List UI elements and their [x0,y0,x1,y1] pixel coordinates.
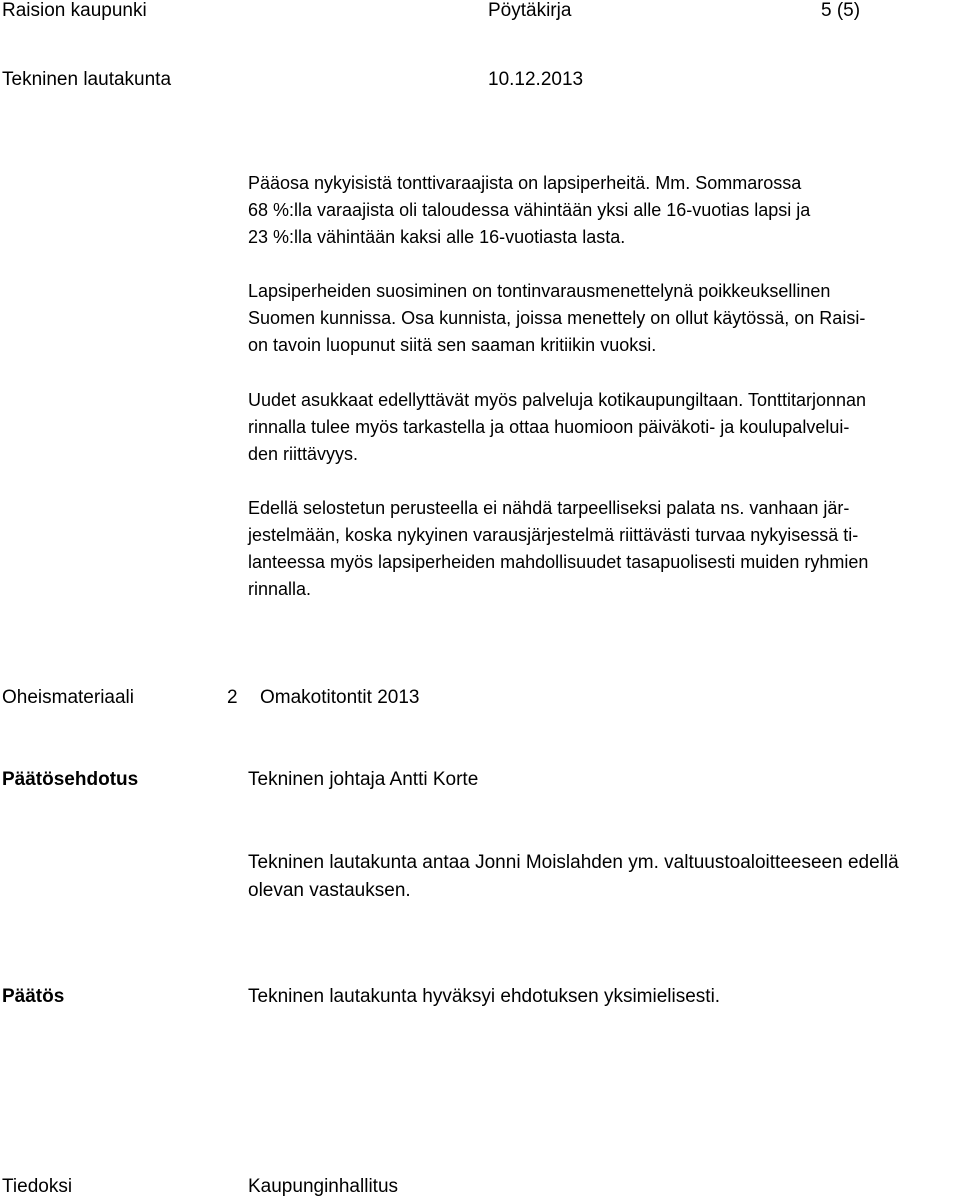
body-line: Suomen kunnissa. Osa kunnista, joissa menettely on ollut käytössä, on Raisi- [248,308,866,328]
attachment-number: 2 [227,687,238,708]
body-line: 23 %:lla vähintään kaksi alle 16-vuotiasta lasta. [248,227,626,247]
body-line: Edellä selostetun perusteella ei nähdä tarpeelliseksi palata ns. vanhaan jär- [248,498,850,518]
proposal-line: olevan vastauksen. [248,880,411,901]
body-paragraph-2 [248,278,958,359]
notice-label: Tiedoksi [2,1176,73,1197]
body-paragraph-4 [248,495,958,603]
notice-recipient: Kaupunginhallitus [248,1176,399,1197]
body-line: rinnalla tulee myös tarkastella ja ottaa huomioon päiväkoti- ja koulupalvelui- [248,417,850,437]
body-line: jestelmään, koska nykyinen varausjärjestelmä riittävästi turvaa nykyisessä ti- [248,525,859,545]
header-document-type: Pöytäkirja [488,0,572,21]
body-line: rinnalla. [248,579,312,599]
body-line: den riittävyys. [248,444,359,464]
decision-label: Päätös [2,986,65,1007]
decision-text: Tekninen lautakunta hyväksyi ehdotuksen yksimielisesti. [248,986,721,1007]
body-paragraph-3 [248,387,958,468]
body-line: Pääosa nykyisistä tonttivaraajista on lapsiperheitä. Mm. Sommarossa [248,173,802,193]
attachments-label: Oheismateriaali [2,687,134,708]
body-line: Lapsiperheiden suosiminen on tontinvarausmenettelynä poikkeuksellinen [248,281,831,301]
attachment-title: Omakotitontit 2013 [260,687,420,708]
body-paragraph-1 [248,170,958,251]
header-organization: Raision kaupunki [2,0,147,21]
proposal-label: Päätösehdotus [2,769,139,790]
body-line: 68 %:lla varaajista oli taloudessa vähintään yksi alle 16-vuotias lapsi ja [248,200,811,220]
header-date: 10.12.2013 [488,69,584,90]
body-line: lanteessa myös lapsiperheiden mahdollisuudet tasapuolisesti muiden ryhmien [248,552,869,572]
proposal-line: Tekninen lautakunta antaa Jonni Moislahden ym. valtuustoaloitteeseen edellä [248,852,899,873]
header-committee: Tekninen lautakunta [2,69,172,90]
body-line: on tavoin luopunut siitä sen saaman kritiikin vuoksi. [248,335,657,355]
body-line: Uudet asukkaat edellyttävät myös palveluja kotikaupungiltaan. Tonttitarjonnan [248,390,867,410]
proposal-presenter: Tekninen johtaja Antti Korte [248,769,479,790]
header-page-number: 5 (5) [821,0,861,21]
proposal-text [248,849,899,905]
